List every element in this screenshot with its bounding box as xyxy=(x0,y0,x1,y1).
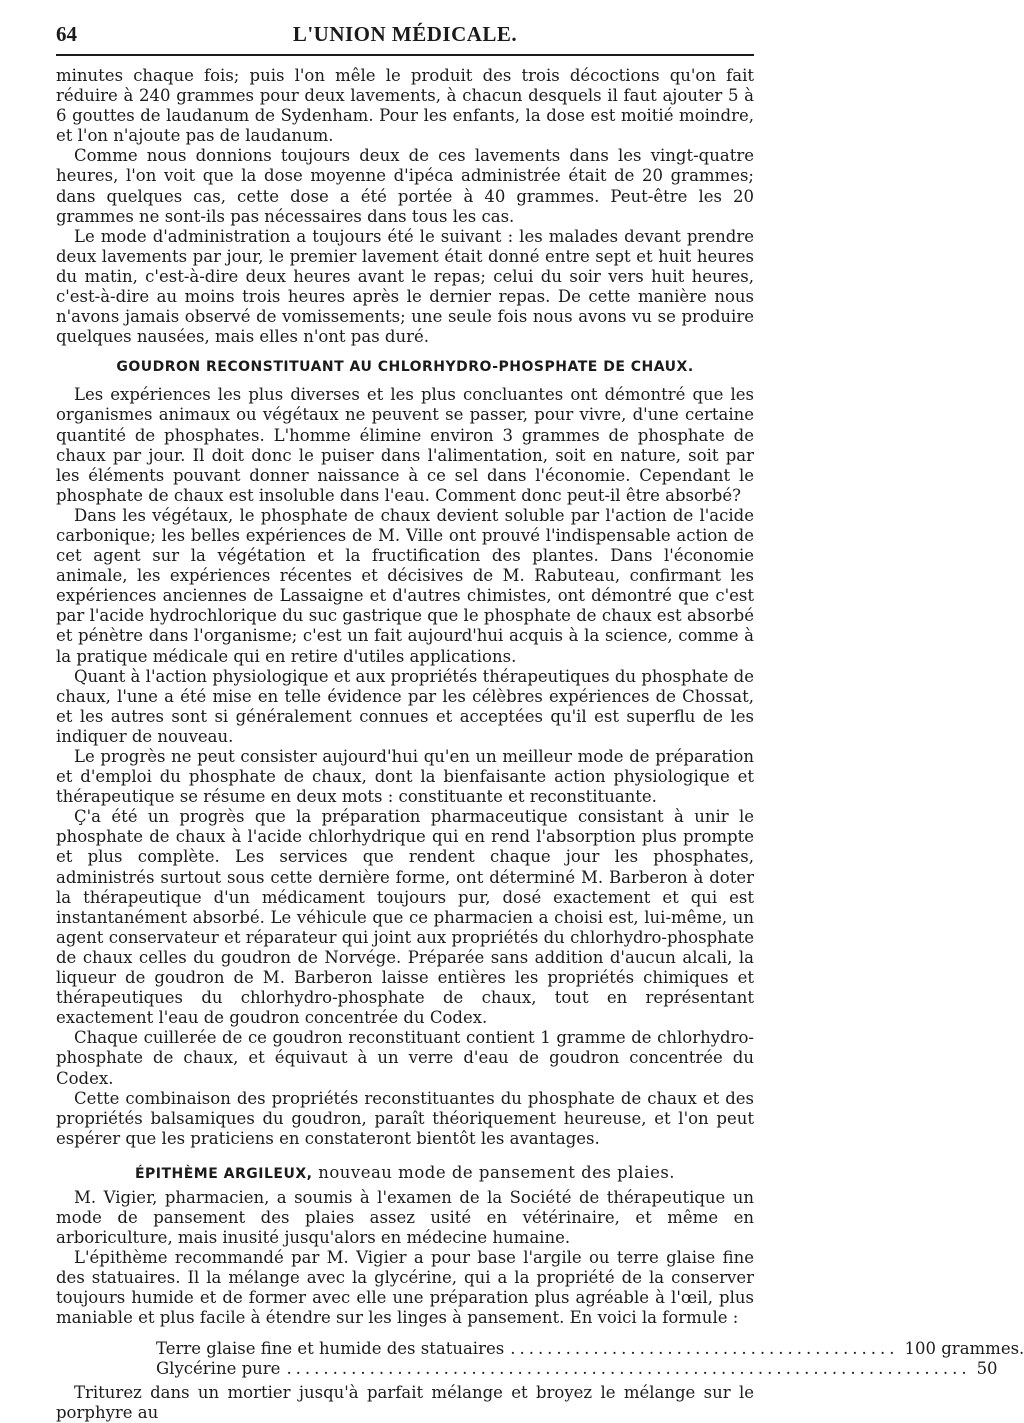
section-heading-lead: ÉPITHÈME ARGILEUX, xyxy=(134,1165,313,1182)
paragraph: Chaque cuillerée de ce goudron reconstituant contient 1 gramme de chlorhydro-phosphate de chaux, et équivaut à un verre d'eau de goudron concentrée du Codex. xyxy=(56,1028,754,1088)
formula-row xyxy=(156,1338,1024,1359)
section-heading-subtitle: nouveau mode de pansement des plaies. xyxy=(312,1162,676,1182)
paragraph: L'épithème recommandé par M. Vigier a pour base l'argile ou terre glaise fine des statuaires. Il la mélange avec la glycérine, qui a la propriété de la conserver toujours humide et de former avec elle une préparation plus agréable à l'œil, plus maniable et plus facile à étendre sur les linges à pansement. En voici la formule : xyxy=(56,1248,754,1328)
paragraph: Comme nous donnions toujours deux de ces lavements dans les vingt-quatre heures, l'on voit que la dose moyenne d'ipéca administrée était de 20 grammes; dans quelques cas, cette dose a été portée à 40 grammes. Peut-être les 20 grammes ne sont-ils pas nécessaires dans tous les cas. xyxy=(56,146,754,226)
paragraph: Le progrès ne peut consister aujourd'hui qu'en un meilleur mode de préparation et d'emploi du phosphate de chaux, dont la bienfaisante action physiologique et thérapeutique se résume en deux mots : constituante et reconstituante. xyxy=(56,747,754,807)
paragraph: Cette combinaison des propriétés reconstituantes du phosphate de chaux et des propriétés balsamiques du goudron, paraît théoriquement heureuse, et l'on peut espérer que les praticiens en constateront bientôt les avantages. xyxy=(56,1088,754,1148)
paragraph: Les expériences les plus diverses et les plus concluantes ont démontré que les organismes animaux ou végétaux ne peuvent se passer, pour vivre, d'une certaine quantité de phosphates. L'homme élimine environ 3 grammes de phosphate de chaux par jour. Il doit donc le puiser dans l'alimentation, soit en nature, soit par les éléments pouvant donner naissance à ce sel dans l'économie. Cependant le phosphate de chaux est insoluble dans l'eau. Comment donc peut-il être absorbé? xyxy=(56,385,754,505)
formula-quantity: 50 xyxy=(976,1358,998,1378)
formula-table xyxy=(156,1338,1024,1379)
paragraph: Le mode d'administration a toujours été le suivant : les malades devant prendre deux lavements par jour, le premier lavement était donné entre sept et huit heures du matin, c'est-à-dire deux heures avant le repas; celui du soir vers huit heures, c'est-à-dire au moins trois heures après le dernier repas. De cette manière nous n'avons jamais observé de vomissements; une seule fois nous avons vu se produire quelques nausées, mais elles n'ont pas duré. xyxy=(56,226,754,347)
running-head xyxy=(56,14,754,48)
leader-dots: .......................................... xyxy=(510,1338,899,1358)
formula-row xyxy=(156,1358,998,1379)
leader-dots: .......................................................................... xyxy=(286,1358,971,1378)
paragraph: M. Vigier, pharmacien, a soumis à l'examen de la Société de thérapeutique un mode de pansement des plaies assez usité en vétérinaire, et même en arboriculture, mais inusité jusqu'alors en médecine humaine. xyxy=(56,1187,754,1248)
formula-quantity: 100 grammes. xyxy=(904,1338,1024,1358)
paragraph: Quant à l'action physiologique et aux propriétés thérapeutiques du phosphate de chaux, l'une a été mise en telle évidence par les célèbres expériences de Chossat, et les autres sont si généralement connues et acceptées qu'il est superflu de les indiquer de nouveau. xyxy=(56,666,754,746)
page-number: 64 xyxy=(56,22,77,46)
journal-title: L'UNION MÉDICALE. xyxy=(292,22,518,46)
header-rule xyxy=(56,54,754,56)
formula-ingredient: Terre glaise fine et humide des statuaires xyxy=(156,1338,505,1358)
paragraph-truncated: Triturez dans un mortier jusqu'à parfait mélange et broyez le mélange sur le porphyre au xyxy=(56,1382,754,1422)
paragraph: Ç'a été un progrès que la préparation pharmaceutique consistant à unir le phosphate de chaux à l'acide chlorhydrique qui en rend l'absorption plus prompte et plus complète. Les services que rendent chaque jour les phosphates, administrés surtout sous cette dernière forme, ont déterminé M. Barberon à doter la thérapeutique d'un médicament toujours pur, dosé exactement et qui est instantanément absorbé. Le véhicule que ce pharmacien a choisi est, lui-même, un agent conservateur et réparateur qui joint aux propriétés du chlorhydro-phosphate de chaux celles du goudron de Norvége. Préparée sans addition d'aucun alcali, la liqueur de goudron de M. Barberon laisse entières les propriétés chimiques et thérapeutiques du chlorhydro-phosphate de chaux, tout en représentant exactement l'eau de goudron concentrée du Codex. xyxy=(56,807,754,1028)
paragraph: Dans les végétaux, le phosphate de chaux devient soluble par l'action de l'acide carbonique; les belles expériences de M. Ville ont prouvé l'indispensable action de cet agent sur la végétation et la fructification des plantes. Dans l'économie animale, les expériences récentes et décisives de M. Rabuteau, confirmant les expériences anciennes de Lassaigne et d'autres chimistes, ont démontré que c'est par l'acide hydrochlorique du suc gastrique que le phosphate de chaux est absorbé et pénètre dans l'organisme; c'est un fait aujourd'hui acquis à la science, comme à la pratique médicale qui en retire d'utiles applications. xyxy=(56,505,754,666)
formula-ingredient: Glycérine pure xyxy=(156,1358,281,1378)
paragraph-continuation: minutes chaque fois; puis l'on mêle le produit des trois décoctions qu'on fait réduire à 240 grammes pour deux lavements, à chacun desquels il faut ajouter 5 à 6 gouttes de laudanum de Sydenham. Pour les enfants, la dose est moitié moindre, et l'on n'ajoute pas de laudanum. xyxy=(56,66,754,146)
section-heading-goudron: GOUDRON RECONSTITUANT AU CHLORHYDRO-PHOSPHATE DE CHAUX. xyxy=(116,359,694,376)
section-heading-epitheme xyxy=(56,1163,754,1182)
